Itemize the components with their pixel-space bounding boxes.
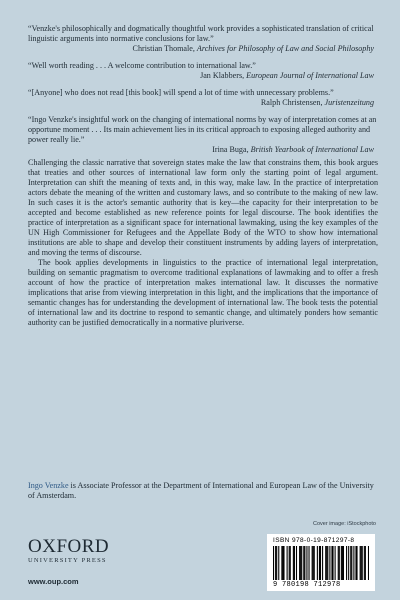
barcode-bar bbox=[335, 546, 336, 580]
barcode-bar bbox=[299, 546, 300, 580]
barcode-bar bbox=[365, 546, 366, 580]
quote-text: “Ingo Venzke's insightful work on the changing of international norms by way of interpretation comes at an opportune moment . . . Its main achievement lies in its critical approach to exposing alleged authority and power really lie.” bbox=[28, 115, 377, 144]
reviewer-name: Irina Buga, bbox=[212, 145, 251, 154]
praise-quote-2 bbox=[28, 61, 378, 81]
barcode-bar bbox=[331, 546, 332, 580]
description-paragraph-2: The book applies developments in linguistics to the practice of international legal interpretation, building on semantic pragmatism to overcome traditional explanations of lawmaking and to offer a fresh account of how the practice of interpretation makes international law. It discusses the normative implications that arise from viewing interpretation in this light, and the implications that the importance of semantic changes has for understanding the development of international law. The book tests the potential of international law and its doctrine to respond to semantic change, and ultimately ponders how semantic authority can be justified democratically in a normative pluriverse. bbox=[28, 258, 378, 327]
barcode-bar bbox=[350, 546, 351, 580]
barcode-bar bbox=[364, 546, 365, 580]
author-bio-text: is Associate Professor at the Department of International and European Law of the University of Amsterdam. bbox=[28, 481, 374, 500]
barcode-bar bbox=[341, 546, 342, 580]
description-paragraph-1: Challenging the classic narrative that sovereign states make the law that constrains them, this book argues that treaties and other sources of international law form only the starting point of legal argument. Interpretation can shift the meaning of texts and, in this way, make law. In the practice of interpretation actors debate the meaning of the written and customary laws, and so contribute to the making of new law. In such cases it is the actor's semantic authority that is key—the capacity for their interpretation to be accepted and become established as new reference points for legal discourse. The book identifies the practice of interpretation as a significant space for international lawmaking, using the key examples of the UN High Commissioner for Refugees and the Appellate Body of the WTO to show how international institutions are able to shape and develop their constituent instruments by adding layers of interpretation, and moving the terms of discourse. bbox=[28, 158, 378, 257]
praise-quote-3 bbox=[28, 88, 378, 108]
barcode-bar bbox=[278, 546, 279, 580]
barcode-bar bbox=[338, 546, 339, 580]
barcode-bar bbox=[325, 546, 326, 580]
book-description bbox=[28, 158, 378, 328]
barcode-bar bbox=[281, 546, 282, 580]
review-source: British Yearbook of International Law bbox=[250, 145, 374, 154]
barcode-bar bbox=[304, 546, 305, 580]
barcode-bar bbox=[342, 546, 343, 580]
praise-quote-1 bbox=[28, 24, 378, 54]
publisher-url: www.oup.com bbox=[28, 577, 79, 586]
barcode-bar bbox=[346, 546, 347, 580]
barcode-bar bbox=[368, 546, 369, 580]
barcode-bar bbox=[273, 546, 274, 580]
publisher-name: OXFORD bbox=[28, 536, 110, 557]
author-name: Ingo Venzke bbox=[28, 481, 69, 490]
barcode-bar bbox=[362, 546, 363, 580]
barcode-bar bbox=[327, 546, 328, 580]
barcode-bar bbox=[290, 546, 291, 580]
barcode-bar bbox=[306, 546, 307, 580]
barcode-bar bbox=[361, 546, 362, 580]
author-bio bbox=[28, 481, 378, 501]
barcode-bar bbox=[339, 546, 340, 580]
barcode-bar bbox=[329, 546, 330, 580]
cover-image-credit: Cover image: iStockphoto bbox=[313, 521, 376, 527]
publisher-subtitle: UNIVERSITY PRESS bbox=[28, 557, 107, 564]
barcode-bar bbox=[353, 546, 354, 580]
publisher-logo bbox=[28, 537, 118, 565]
barcode bbox=[267, 534, 375, 591]
reviewer-name: Ralph Christensen, bbox=[260, 98, 325, 107]
praise-section bbox=[28, 24, 378, 162]
barcode-bar bbox=[303, 546, 304, 580]
barcode-bar bbox=[320, 546, 321, 580]
review-source: European Journal of International Law bbox=[246, 71, 374, 80]
isbn-text: ISBN 978-0-19-871297-8 bbox=[273, 537, 355, 544]
barcode-bar bbox=[283, 546, 284, 580]
barcode-bar bbox=[355, 546, 356, 580]
quote-text: “Well worth reading . . . A welcome contribution to international law.” bbox=[28, 61, 256, 70]
barcode-bars bbox=[273, 546, 369, 580]
barcode-bar bbox=[351, 546, 352, 580]
barcode-bar bbox=[314, 546, 315, 580]
quote-attribution bbox=[28, 71, 378, 81]
barcode-bar bbox=[343, 546, 344, 580]
barcode-bar bbox=[317, 546, 318, 580]
quote-attribution bbox=[28, 145, 378, 155]
barcode-bar bbox=[360, 546, 361, 580]
barcode-bar bbox=[296, 546, 297, 580]
barcode-digits: 9 780198 712978 bbox=[273, 581, 341, 589]
barcode-bar bbox=[282, 546, 283, 580]
quote-attribution bbox=[28, 98, 378, 108]
review-source: Archives for Philosophy of Law and Social Philosophy bbox=[196, 44, 374, 53]
barcode-bar bbox=[332, 546, 333, 580]
barcode-bar bbox=[356, 546, 357, 580]
praise-quote-4 bbox=[28, 115, 378, 155]
review-source: Juristenzeitung bbox=[324, 98, 374, 107]
barcode-bar bbox=[348, 546, 349, 580]
barcode-bar bbox=[308, 546, 309, 580]
barcode-bar bbox=[289, 546, 290, 580]
quote-text: “Venzke's philosophically and dogmatically thoughtful work provides a sophisticated translation of critical linguistic arguments into normative conclusions for law.” bbox=[28, 24, 374, 43]
barcode-bar bbox=[300, 546, 301, 580]
barcode-bar bbox=[313, 546, 314, 580]
barcode-bar bbox=[326, 546, 327, 580]
barcode-bar bbox=[294, 546, 295, 580]
barcode-bar bbox=[319, 546, 320, 580]
quote-attribution bbox=[28, 44, 378, 54]
barcode-bar bbox=[275, 546, 276, 580]
quote-text: “[Anyone] who does not read [this book] will spend a lot of time with unnecessary problems.” bbox=[28, 88, 334, 97]
barcode-bar bbox=[312, 546, 313, 580]
barcode-bar bbox=[322, 546, 323, 580]
barcode-bar bbox=[301, 546, 302, 580]
reviewer-name: Jan Klabbers, bbox=[200, 71, 247, 80]
barcode-bar bbox=[287, 546, 288, 580]
reviewer-name: Christian Thomale, bbox=[132, 44, 197, 53]
barcode-bar bbox=[293, 546, 294, 580]
barcode-bar bbox=[276, 546, 277, 580]
